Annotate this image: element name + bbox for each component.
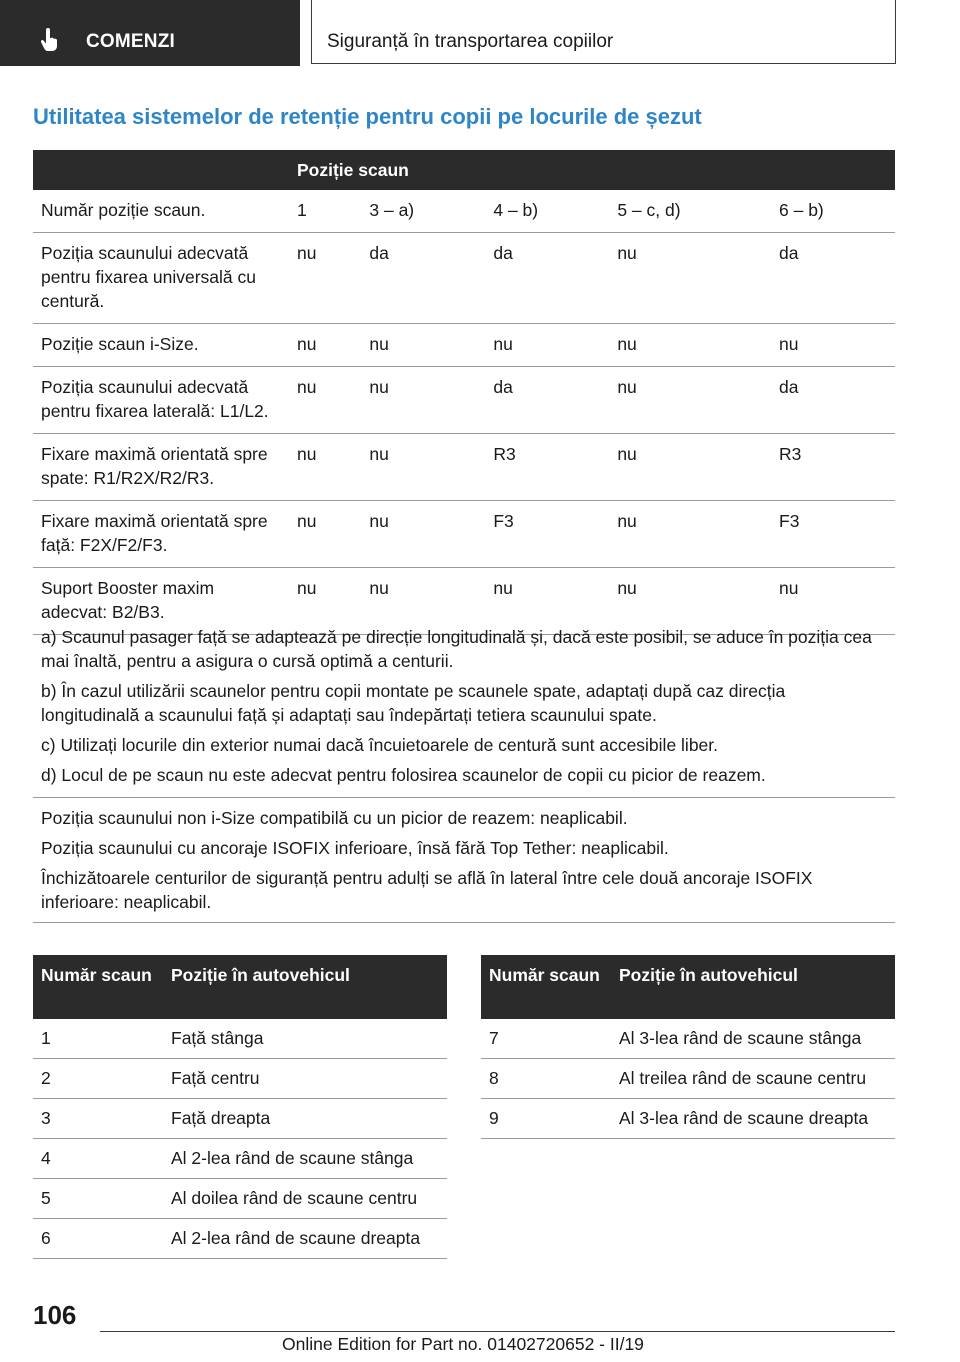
table-row (481, 1099, 895, 1139)
table-cell: nu (361, 501, 485, 568)
table-cell: nu (609, 501, 771, 568)
table-cell: 6 – b) (771, 190, 895, 233)
note-1: Poziția scaunului non i-Size compatibilă cu un picior de reazem: neaplicabil. (41, 808, 628, 828)
table-cell: 4 – b) (485, 190, 609, 233)
table-cell: 5 – c, d) (609, 190, 771, 233)
chapter-label: COMENZI (86, 31, 176, 52)
notes-section (33, 617, 895, 923)
seat-position: Al treilea rând de scaune centru (611, 1059, 895, 1099)
seat-number: 9 (481, 1099, 611, 1139)
hand-pointer-icon (40, 28, 60, 52)
seat-position: Față centru (163, 1059, 447, 1099)
table-row (33, 1219, 447, 1259)
seat-number: 1 (33, 1019, 163, 1059)
row-label: Poziția scaunului adecvată pentru fixarea laterală: L1/L2. (33, 367, 289, 434)
table-row (33, 324, 895, 367)
table-cell: nu (289, 233, 361, 324)
seat-number: 2 (33, 1059, 163, 1099)
table-header-position: Poziție scaun (289, 150, 895, 190)
table-row (33, 1019, 447, 1059)
footnote-a: a) Scaunul pasager față se adaptează pe direcție longitudinală și, dacă este posibil, se aduce în poziția cea mai înaltă, pentru a asigura o cursă optimă a centurii. (41, 627, 872, 671)
table-cell: F3 (485, 501, 609, 568)
seat-number: 8 (481, 1059, 611, 1099)
note-2: Poziția scaunului cu ancoraje ISOFIX inferioare, însă fără Top Tether: neaplicabil. (41, 838, 669, 858)
table-row (33, 1139, 447, 1179)
table-row (33, 1059, 447, 1099)
col-seat-number: Număr scaun (33, 955, 163, 1019)
seat-position: Față stânga (163, 1019, 447, 1059)
table-row (33, 367, 895, 434)
seat-position: Al 2-lea rând de scaune stânga (163, 1139, 447, 1179)
table-row (481, 1019, 895, 1059)
seat-position: Al 2-lea rând de scaune dreapta (163, 1219, 447, 1259)
note-3: Închizătoarele centurilor de siguranță pentru adulți se află în lateral între cele două ancoraje ISOFIX inferioare: neaplicabil. (41, 868, 813, 912)
table-cell: nu (361, 324, 485, 367)
footnote-b: b) În cazul utilizării scaunelor pentru copii montate pe scaunele spate, adaptați după caz direcția longitudinală a scaunului față și adaptați sau îndepărtați tetiera scaunului spate. (41, 681, 786, 725)
table-cell: da (771, 233, 895, 324)
table-cell: da (485, 233, 609, 324)
col-seat-position: Poziție în autovehicul (163, 955, 447, 1019)
seat-positions-table-left (33, 955, 447, 1259)
table-cell: 3 – a) (361, 190, 485, 233)
seat-position: Față dreapta (163, 1099, 447, 1139)
table-header-row (33, 150, 895, 190)
table-cell: nu (289, 367, 361, 434)
table-header-row (33, 955, 447, 1019)
table-row (33, 190, 895, 233)
seat-positions-table-right (481, 955, 895, 1139)
table-header-row (481, 955, 895, 1019)
table-cell: nu (361, 367, 485, 434)
table-cell: nu (609, 324, 771, 367)
table-row (33, 434, 895, 501)
table-row (481, 1059, 895, 1099)
seat-number: 6 (33, 1219, 163, 1259)
row-label: Poziția scaunului adecvată pentru fixarea universală cu centură. (33, 233, 289, 324)
table-cell: nu (289, 324, 361, 367)
col-seat-position: Poziție în autovehicul (611, 955, 895, 1019)
table-cell: da (771, 367, 895, 434)
footnotes (33, 617, 895, 798)
seat-position: Al 3-lea rând de scaune dreapta (611, 1099, 895, 1139)
seat-number: 7 (481, 1019, 611, 1059)
section-label: Siguranță în transportarea copiilor (327, 31, 614, 52)
table-cell: nu (609, 568, 771, 635)
row-label: Fixare maximă orientată spre spate: R1/R2X/R2/R3. (33, 434, 289, 501)
seat-number: 3 (33, 1099, 163, 1139)
table-cell: nu (361, 434, 485, 501)
table-cell: F3 (771, 501, 895, 568)
table-cell: da (361, 233, 485, 324)
table-cell: nu (361, 568, 485, 635)
table-cell: nu (609, 233, 771, 324)
table-cell: nu (289, 501, 361, 568)
page-title: Utilitatea sistemelor de retenție pentru copii pe locurile de șezut (33, 104, 702, 129)
table-cell: nu (485, 568, 609, 635)
seat-position: Al doilea rând de scaune centru (163, 1179, 447, 1219)
table-cell: nu (289, 568, 361, 635)
restraint-table (33, 150, 895, 635)
table-cell: nu (609, 367, 771, 434)
table-row (33, 233, 895, 324)
row-label: Suport Booster maxim adecvat: B2/B3. (33, 568, 289, 635)
table-header-empty (33, 150, 289, 190)
row-label: Fixare maximă orientată spre față: F2X/F2/F3. (33, 501, 289, 568)
section-tab (311, 0, 896, 64)
table-row (33, 1099, 447, 1139)
page-number: 106 (33, 1300, 77, 1330)
footnote-c: c) Utilizați locurile din exterior numai dacă încuietoarele de centură sunt accesibile liber. (41, 735, 719, 755)
applicability-notes (33, 798, 895, 923)
footnote-d: d) Locul de pe scaun nu este adecvat pentru folosirea scaunelor de copii cu picior de reazem. (41, 765, 766, 785)
table-cell: nu (771, 568, 895, 635)
table-cell: nu (485, 324, 609, 367)
table-cell: R3 (771, 434, 895, 501)
col-seat-number: Număr scaun (481, 955, 611, 1019)
seat-number: 4 (33, 1139, 163, 1179)
table-cell: nu (289, 434, 361, 501)
table-cell: da (485, 367, 609, 434)
table-cell: nu (771, 324, 895, 367)
table-row (33, 1179, 447, 1219)
table-row (33, 501, 895, 568)
row-label: Număr poziție scaun. (33, 190, 289, 233)
chapter-tab[interactable] (0, 0, 300, 66)
table-cell: R3 (485, 434, 609, 501)
table-cell: 1 (289, 190, 361, 233)
seat-number: 5 (33, 1179, 163, 1219)
seat-position: Al 3-lea rând de scaune stânga (611, 1019, 895, 1059)
edition-text: Online Edition for Part no. 01402720652 - II/19 (282, 1334, 644, 1354)
footer-divider (100, 1331, 895, 1332)
row-label: Poziție scaun i-Size. (33, 324, 289, 367)
table-cell: nu (609, 434, 771, 501)
